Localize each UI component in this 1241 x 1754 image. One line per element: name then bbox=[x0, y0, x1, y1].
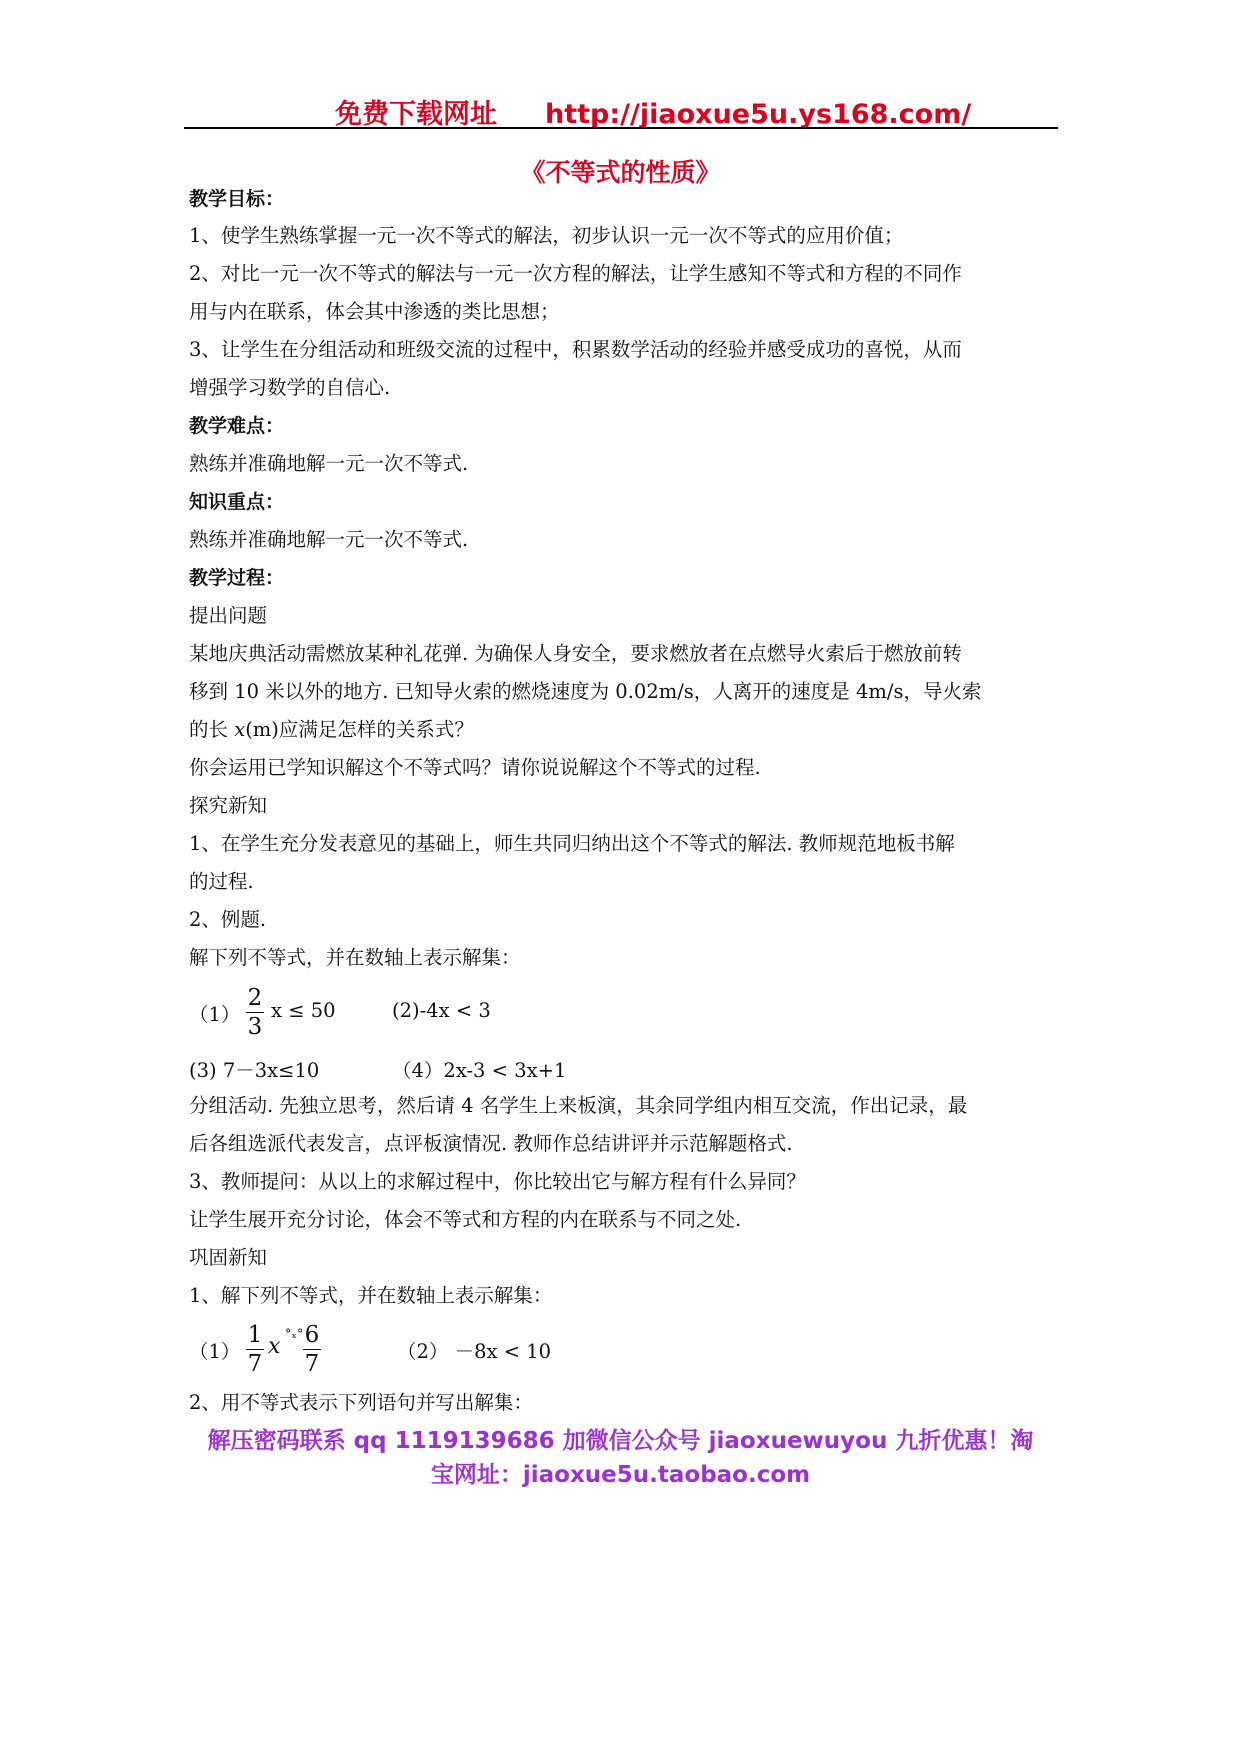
fraction-denominator: 7 bbox=[304, 1351, 320, 1377]
goals-line-2b: 用与内在联系，体会其中渗透的类比思想； bbox=[189, 300, 560, 323]
example-3: (3) 7－3x≤10 bbox=[189, 1059, 320, 1082]
group-activity-line-1: 分组活动. 先独立思考，然后请 4 名学生上来板演，其余同学组内相互交流，作出记录，最 bbox=[189, 1094, 968, 1117]
goals-line-3b: 增强学习数学的自信心. bbox=[189, 376, 391, 399]
difficulty-text: 熟练并准确地解一元一次不等式. bbox=[189, 452, 469, 475]
keypoint-text: 熟练并准确地解一元一次不等式. bbox=[189, 528, 469, 551]
problem-line-3-post: (m)应满足怎样的关系式？ bbox=[245, 718, 474, 741]
problem-line-3-pre: 的长 bbox=[189, 718, 235, 741]
fraction-numerator: 6 bbox=[304, 1322, 320, 1348]
goals-heading: 教学目标： bbox=[189, 188, 285, 210]
example-1-fraction bbox=[246, 985, 264, 1040]
exercise-2-instruction: 2、用不等式表示下列语句并写出解集： bbox=[189, 1391, 533, 1414]
goals-line-1: 1、使学生熟练掌握一元一次不等式的解法，初步认识一元一次不等式的应用价值； bbox=[189, 224, 904, 247]
footer-contact-line: 解压密码联系 qq 1119139686 加微信公众号 jiaoxuewuyou 九折优惠！淘 bbox=[207, 1428, 1034, 1454]
example-instruction: 解下列不等式，并在数轴上表示解集： bbox=[189, 946, 521, 969]
header-download-line bbox=[335, 92, 971, 131]
example-1-label: （1） bbox=[189, 1003, 241, 1026]
header-label: 免费下载网址 bbox=[335, 99, 497, 130]
explore-line-2: 的过程. bbox=[189, 870, 254, 893]
teacher-question: 3、教师提问：从以上的求解过程中，你比较出它与解方程有什么异同？ bbox=[189, 1170, 806, 1193]
exercise-1-fraction-right bbox=[303, 1322, 321, 1377]
example-2: (2)-4x < 3 bbox=[392, 999, 491, 1022]
goals-line-2a: 2、对比一元一次不等式的解法与一元一次方程的解法，让学生感知不等式和方程的不同作 bbox=[189, 262, 962, 285]
exercise-instruction: 1、解下列不等式，并在数轴上表示解集： bbox=[189, 1284, 553, 1307]
section-explore: 探究新知 bbox=[189, 794, 268, 817]
keypoint-heading: 知识重点： bbox=[189, 491, 285, 513]
section-consolidate: 巩固新知 bbox=[189, 1246, 268, 1269]
variable-x: x bbox=[234, 718, 246, 741]
problem-line-3 bbox=[189, 717, 474, 743]
example-1-rest: x ≤ 50 bbox=[271, 999, 336, 1022]
goals-line-3a: 3、让学生在分组活动和班级交流的过程中，积累数学活动的经验并感受成功的喜悦，从而 bbox=[189, 338, 962, 361]
page-title: 《不等式的性质》 bbox=[520, 158, 721, 187]
example-heading: 2、例题. bbox=[189, 908, 267, 931]
problem-line-1: 某地庆典活动需燃放某种礼花弹. 为确保人身安全，要求燃放者在点燃导火索后于燃放前转 bbox=[189, 642, 962, 665]
fraction-bar bbox=[303, 1349, 321, 1350]
discussion-line: 让学生展开充分讨论，体会不等式和方程的内在联系与不同之处. bbox=[189, 1208, 742, 1231]
exercise-2: （2） －8x < 10 bbox=[397, 1340, 552, 1363]
header-divider bbox=[184, 127, 1058, 129]
explore-line-1: 1、在学生充分发表意见的基础上，师生共同归纳出这个不等式的解法. 教师规范地板书解 bbox=[189, 832, 955, 855]
fraction-denominator: 7 bbox=[247, 1351, 263, 1377]
exercise-1-symbol: °ₓ° bbox=[285, 1327, 304, 1342]
fraction-bar bbox=[246, 1012, 264, 1013]
problem-line-2: 移到 10 米以外的地方. 已知导火索的燃烧速度为 0.02m/s，人离开的速度是 4m/s，导火索 bbox=[189, 680, 982, 703]
fraction-numerator: 1 bbox=[247, 1322, 263, 1348]
group-activity-line-2: 后各组选派代表发言，点评板演情况. 教师作总结讲评并示范解题格式. bbox=[189, 1132, 793, 1155]
exercise-1-fraction-left bbox=[246, 1322, 264, 1377]
header-url-link[interactable]: http://jiaoxue5u.ys168.com/ bbox=[545, 99, 972, 130]
section-raise-question: 提出问题 bbox=[189, 604, 268, 627]
problem-line-4: 你会运用已学知识解这个不等式吗？请你说说解这个不等式的过程. bbox=[189, 756, 761, 779]
fraction-denominator: 3 bbox=[247, 1014, 263, 1040]
footer-shop-link[interactable]: 宝网址：jiaoxue5u.taobao.com bbox=[430, 1462, 811, 1488]
example-4: （4）2x-3 < 3x+1 bbox=[392, 1059, 567, 1082]
exercise-1-variable: x bbox=[268, 1334, 281, 1359]
difficulty-heading: 教学难点： bbox=[189, 415, 285, 437]
process-heading: 教学过程： bbox=[189, 567, 285, 589]
exercise-1-label: （1） bbox=[189, 1340, 241, 1363]
fraction-numerator: 2 bbox=[247, 985, 263, 1011]
fraction-bar bbox=[246, 1349, 264, 1350]
